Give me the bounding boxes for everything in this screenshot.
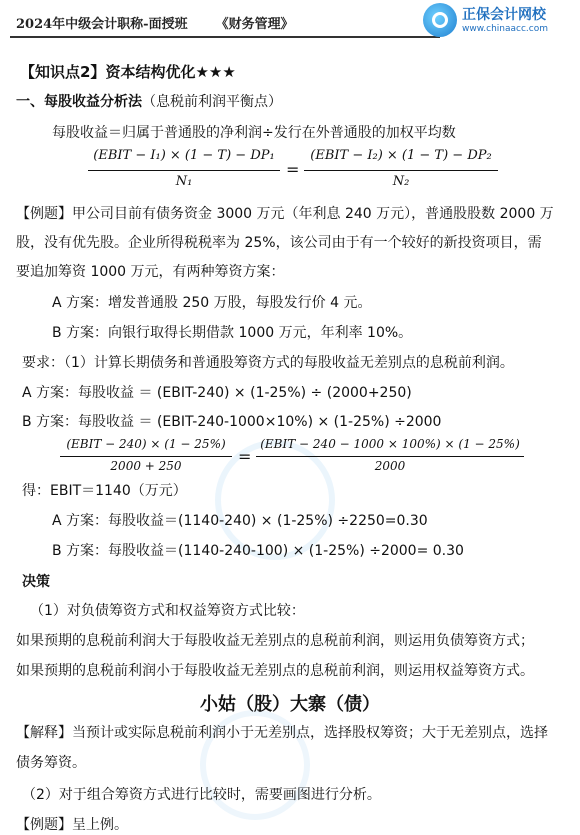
fraction-bar (256, 456, 524, 457)
fraction-bar (304, 170, 498, 171)
requirement: 要求：（1）计算长期债务和普通股筹资方式的每股收益无差别点的息税前利润。 (22, 355, 514, 371)
formula2-right (256, 437, 524, 477)
example-text-line: 股，没有优先股。企业所得税税率为 25%，该公司由于有一个较好的新投资项目，需 (16, 235, 542, 251)
formula1-right (304, 148, 498, 194)
decision-heading: 决策 (22, 574, 50, 590)
page-header (0, 0, 580, 48)
logo-icon (423, 3, 457, 37)
plan-a: A 方案：增发普通股 250 万股，每股发行价 4 元。 (52, 295, 372, 311)
result-ebit: 得：EBIT＝1140（万元） (22, 483, 187, 499)
section-number: 一、 (16, 94, 44, 110)
section-title: 每股收益分析法 (44, 94, 142, 110)
formula2-left (60, 437, 232, 477)
formula2-equals: = (238, 447, 252, 466)
fraction-bar (60, 456, 232, 457)
section-heading (16, 92, 282, 112)
formula2-right-numerator: (EBIT − 240 − 1000 × 100%) × (1 − 25%) (260, 437, 520, 451)
example-text-line: 【例题】甲公司目前有债务资金 3000 万元（年利息 240 万元），普通股股数 2000 万 (16, 206, 554, 222)
logo-name: 正保会计网校 (462, 7, 546, 23)
explanation-line: 债务筹资。 (16, 755, 86, 771)
rule-debt: 如果预期的息税前利润大于每股收益无差别点的息税前利润，则运用负债筹资方式； (16, 633, 534, 649)
formula1-right-denominator: N₂ (392, 174, 410, 189)
comparison-2: （2）对于组合筹资方式进行比较时，需要画图进行分析。 (22, 787, 381, 803)
knowledge-point-title: 【知识点2】资本结构优化★★★ (20, 63, 236, 81)
example-2: 【例题】呈上例。 (16, 817, 128, 833)
logo-url: www.chinaacc.com (462, 24, 548, 34)
header-course-text: 2024年中级会计职称-面授班 (16, 17, 188, 32)
formula2-left-numerator: (EBIT − 240) × (1 − 25%) (66, 437, 226, 451)
calc-plan-a: A 方案：每股收益 ＝ (EBIT-240) × (1-25%) ÷ (2000+250) (22, 385, 412, 401)
header-book-title: 《财务管理》 (215, 17, 294, 32)
eps-definition: 每股收益＝归属于普通股的净利润÷发行在外普通股的加权平均数 (52, 125, 456, 141)
comparison-1: （1）对负债筹资方式和权益筹资方式比较： (30, 603, 305, 619)
formula1-left-denominator: N₁ (175, 174, 193, 189)
plan-b: B 方案：向银行取得长期借款 1000 万元，年利率 10%。 (52, 325, 413, 341)
formula1-equals: = (286, 160, 300, 179)
fraction-bar (88, 170, 280, 171)
header-course (16, 13, 294, 32)
calc-plan-b: B 方案：每股收益 ＝ (EBIT-240-1000×10%) × (1-25%) ÷2000 (22, 414, 442, 430)
formula2-right-denominator: 2000 (374, 459, 406, 473)
explanation-line: 【解释】当预计或实际息税前利润小于无差别点，选择股权筹资；大于无差别点，选择 (16, 725, 548, 741)
example-text-line: 要追加筹资 1000 万元，有两种筹资方案： (16, 264, 285, 280)
formula1-left-numerator: (EBIT − I₁) × (1 − T) − DP₁ (93, 148, 275, 163)
header-divider (10, 36, 440, 38)
eps-plan-b: B 方案：每股收益＝(1140-240-100) × (1-25%) ÷2000= 0.30 (52, 543, 464, 559)
mnemonic-title: 小姑（股）大寨（债） (200, 694, 380, 715)
formula1-right-numerator: (EBIT − I₂) × (1 − T) − DP₂ (310, 148, 492, 163)
formula2-left-denominator: 2000 + 250 (110, 459, 182, 473)
rule-equity: 如果预期的息税前利润小于每股收益无差别点的息税前利润，则运用权益筹资方式。 (16, 663, 534, 679)
section-subtitle: （息税前利润平衡点） (142, 94, 282, 110)
eps-plan-a: A 方案：每股收益＝(1140-240) × (1-25%) ÷2250=0.30 (52, 513, 428, 529)
formula1-left (88, 148, 280, 194)
